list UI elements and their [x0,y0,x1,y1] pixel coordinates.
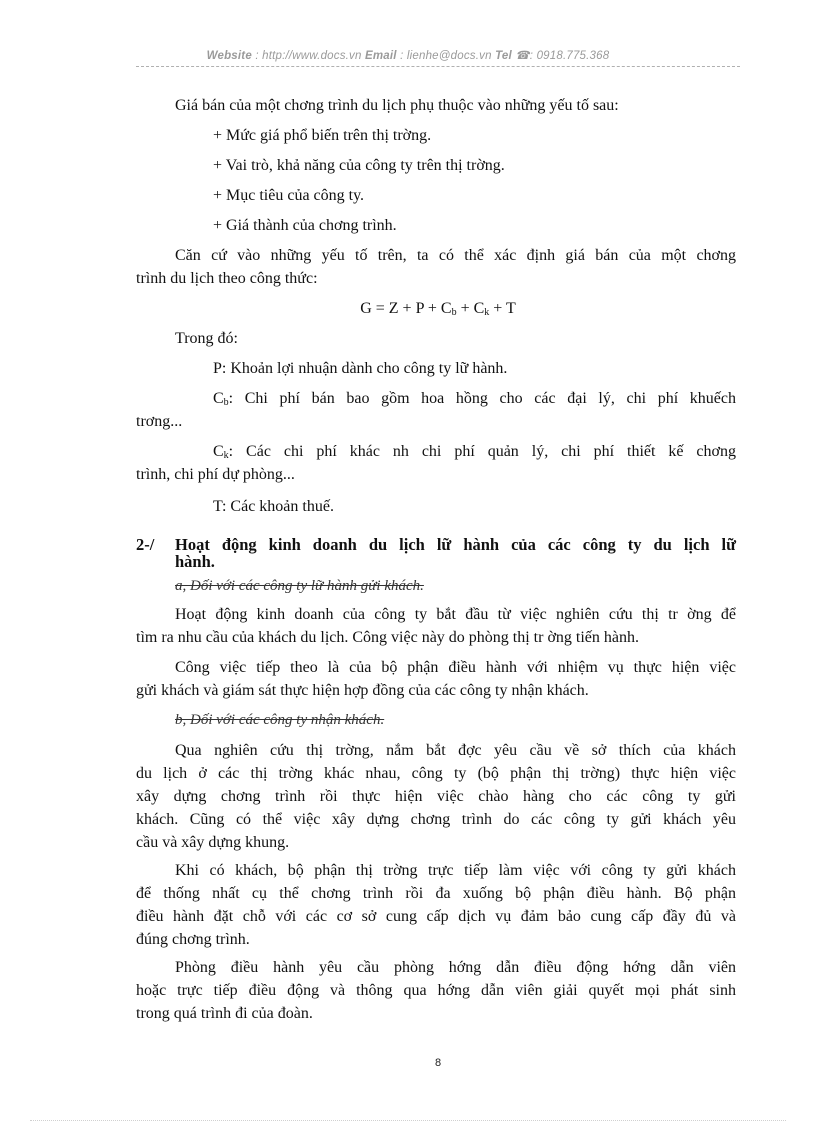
factor-item: + Mục tiêu của công ty. [213,187,365,204]
website-label: Website [206,50,252,62]
symbol-subscript: b [223,397,229,408]
paragraph-line: hoặc trực tiếp điều động và thông qua hớng dẫn viên giải quyết mọi phát sinh [136,982,736,999]
website-value: : http://www.docs.vn [251,50,365,62]
email-label: Email [365,50,397,62]
paragraph-line: Khi có khách, bộ phận thị trờng trực tiếp làm việc với công ty gửi khách [175,862,736,879]
paragraph-line: Hoạt động kinh doanh của công ty bắt đầu từ việc nghiên cứu thị tr ờng để [175,606,736,623]
formula-part: + C [456,300,485,317]
page-header [0,48,816,62]
email-value: : lienhe@docs.vn [396,50,496,62]
section-title: Hoạt động kinh doanh du lịch lữ hành của các công ty du lịch lữ [175,535,736,554]
definition-ck [213,442,736,466]
formula-subscript: b [451,307,457,318]
definition-t: T: Các khoản thuế. [213,498,334,515]
price-formula [0,299,816,323]
subsection-a-title: a, Đối với các công ty lữ hành gửi khách. [175,578,424,594]
factor-item: + Vai trò, khả năng của công ty trên thị trờng. [213,157,505,174]
subsection-b-title: b, Đối với các công ty nhận khách. [175,712,385,728]
paragraph-line: du lịch ở các thị trờng khác nhau, công ty (bộ phận thị trờng) thực hiện việc [136,765,736,782]
definition-text: : Các chi phí khác nh chi phí quản lý, chi phí thiết kế chơng [228,443,736,460]
header-divider [136,66,740,67]
symbol: C [213,390,224,407]
tel-label: Tel [495,50,512,62]
section-title-cont: hành. [175,552,215,571]
paragraph-line: đúng chơng trình. [136,931,250,948]
formula-part: G = Z + P + C [360,300,452,317]
paragraph-line: Căn cứ vào những yếu tố trên, ta có thể xác định giá bán của một chơng [175,247,736,264]
section-number: 2-/ [136,535,155,554]
symbol-subscript: k [223,450,229,461]
factor-item: + Mức giá phổ biến trên thị trờng. [213,127,432,144]
paragraph-line: tìm ra nhu cầu của khách du lịch. Công việc này do phòng thị tr ờng tiến hành. [136,629,640,646]
paragraph-line: trong quá trình đi của đoàn. [136,1005,313,1022]
bottom-divider [30,1120,786,1121]
paragraph-line: Công việc tiếp theo là của bộ phận điều hành với nhiệm vụ thực hiện việc [175,659,736,676]
paragraph-line: Qua nghiên cứu thị trờng, nắm bắt đợc yêu cầu về sở thích của khách [175,742,736,759]
paragraph-line: khách. Cũng có thể việc xây dựng chơng trình do các công ty gửi khách yêu [136,811,736,828]
paragraph-line: gửi khách và giám sát thực hiện hợp đồng của các công ty nhận khách. [136,682,589,699]
definition-p: P: Khoản lợi nhuận dành cho công ty lữ hành. [213,360,508,377]
paragraph-line: cầu và xây dựng khung. [136,834,290,851]
page-number: 8 [434,1057,442,1069]
paragraph-line: trình du lịch theo công thức: [136,270,318,287]
paragraph-line: xây dựng chơng trình rồi thực hiện việc chào hàng cho các công ty gửi [136,788,736,805]
paragraph-line: để thống nhất cụ thể chơng trình rồi đa xuống bộ phận điều hành. Bộ phận [136,885,736,902]
where-label: Trong đó: [175,330,238,347]
factor-item: + Giá thành của chơng trình. [213,217,397,234]
paragraph-line: điều hành đặt chỗ với các cơ sở cung cấp dịch vụ đảm bảo cung cấp đầy đủ và [136,908,736,925]
formula-subscript: k [484,307,490,318]
tel-value: ☎: 0918.775.368 [511,50,610,62]
definition-text: : Chi phí bán bao gồm hoa hồng cho các đại lý, chi phí khuếch [228,390,736,407]
definition-cb-cont: trơng... [136,413,183,430]
intro-text: Giá bán của một chơng trình du lịch phụ thuộc vào những yếu tố sau: [175,97,619,114]
symbol: C [213,443,224,460]
definition-ck-cont: trình, chi phí dự phòng... [136,466,295,483]
paragraph-line: Phòng điều hành yêu cầu phòng hớng dẫn điều động hớng dẫn viên [175,959,736,976]
formula-part: + T [489,300,516,317]
definition-cb [213,389,736,413]
